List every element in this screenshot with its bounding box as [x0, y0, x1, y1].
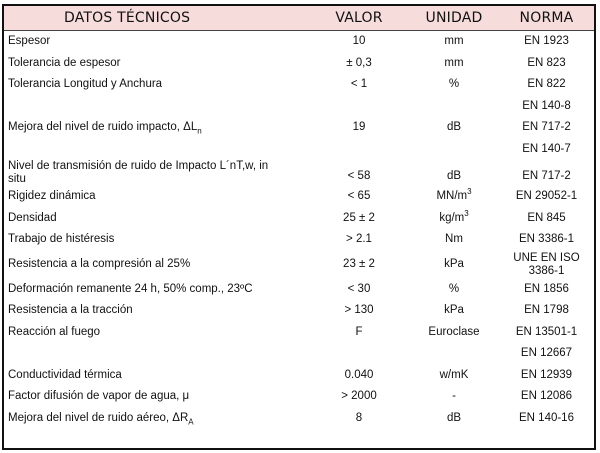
value-cell: < 1: [350, 78, 368, 91]
norm-cell: EN 822: [527, 78, 566, 91]
param-cell: Tolerancia Longitud y Anchura: [8, 78, 163, 91]
unit-cell: [409, 139, 499, 161]
header-norm: NORMA: [499, 6, 594, 31]
table-row: [4, 160, 594, 186]
norm-cell: EN 29052-1: [515, 190, 578, 203]
value-cell: > 2.1: [346, 233, 372, 246]
norm-cell: EN 1856: [524, 282, 569, 295]
header-unit: UNIDAD: [409, 6, 499, 31]
table-row: [4, 53, 594, 75]
norm-cell: EN 13501-1: [515, 325, 578, 338]
value-cell: > 2000: [341, 390, 377, 403]
table-row: [4, 408, 594, 430]
norm-cell: EN 717-2: [522, 121, 571, 134]
technical-data-table: [4, 6, 594, 429]
value-cell: 8: [355, 411, 363, 424]
unit-cell: %: [448, 78, 460, 91]
header-param: DATOS TÉCNICOS: [4, 6, 309, 31]
param-cell: [4, 96, 309, 118]
param-cell: Nivel de transmisión de ruido de Impacto L´nT,w, in situ: [8, 160, 269, 185]
value-cell: 25 ± 2: [343, 211, 375, 224]
value-cell: F: [355, 325, 363, 338]
param-cell: Densidad: [8, 211, 57, 224]
table-row: [4, 208, 594, 230]
table-row: [4, 343, 594, 365]
table-row: [4, 186, 594, 208]
param-cell: Resistencia a la compresión al 25%: [8, 258, 191, 270]
unit-cell: -: [452, 390, 456, 403]
param-subscript: A: [188, 417, 194, 427]
param-cell: [4, 343, 309, 365]
table-row: [4, 322, 594, 344]
param-cell: Rigidez dinámica: [8, 190, 96, 203]
table-row: [4, 117, 594, 139]
table-row: [4, 139, 594, 161]
norm-cell: EN 12667: [520, 347, 573, 360]
norm-cell: EN 140-7: [522, 142, 571, 155]
param-text: Mejora del nivel de ruido impacto, ΔL: [8, 121, 198, 134]
param-cell: Reacción al fuego: [8, 325, 101, 338]
param-cell: Tolerancia de espesor: [8, 56, 121, 69]
norm-cell: EN 3386-1: [519, 233, 574, 246]
technical-data-table-frame: [2, 4, 596, 450]
norm-cell: EN 12086: [520, 390, 573, 403]
value-cell: ± 0,3: [346, 56, 372, 69]
unit-cell: kPa: [444, 258, 464, 270]
value-cell: < 30: [347, 282, 371, 295]
param-text: Mejora del nivel de ruido aéreo, ΔR: [8, 411, 189, 424]
norm-cell: EN 845: [527, 211, 566, 224]
unit-cell: Euroclase: [428, 325, 480, 338]
norm-cell: UNE EN ISO 3386-1: [513, 251, 580, 277]
unit-text: kg/m: [439, 211, 465, 224]
unit-text: MN/m: [436, 190, 468, 203]
norm-cell: EN 12939: [520, 368, 573, 381]
unit-cell: [409, 186, 499, 208]
value-cell: [309, 343, 409, 365]
unit-cell: mm: [444, 56, 464, 69]
table-row: [4, 251, 594, 279]
table-row: [4, 279, 594, 301]
unit-superscript: 3: [464, 208, 469, 218]
param-cell: [4, 139, 309, 161]
value-cell: 19: [352, 121, 366, 134]
table-row: [4, 96, 594, 118]
table-row: [4, 300, 594, 322]
table-row: [4, 229, 594, 251]
header-row: [4, 6, 594, 31]
unit-cell: kPa: [444, 304, 464, 317]
unit-cell: [409, 96, 499, 118]
unit-cell: dB: [446, 121, 462, 134]
value-cell: > 130: [344, 304, 374, 317]
unit-cell: mm: [444, 35, 464, 48]
norm-cell: EN 140-8: [522, 99, 571, 112]
unit-cell: [409, 208, 499, 230]
param-subscript: n: [197, 126, 202, 136]
norm-cell: EN 1923: [524, 35, 569, 48]
value-cell: 10: [352, 35, 366, 48]
param-cell: Deformación remanente 24 h, 50% comp., 23ºC: [8, 282, 253, 295]
unit-cell: [409, 343, 499, 365]
unit-cell: w/mK: [439, 368, 469, 381]
norm-cell: EN 1798: [524, 304, 569, 317]
unit-superscript: 3: [467, 187, 472, 197]
norm-cell: EN 140-16: [519, 411, 574, 424]
table-row: [4, 365, 594, 387]
unit-cell: %: [448, 282, 460, 295]
value-cell: 0.040: [344, 368, 374, 381]
param-cell: Factor difusión de vapor de agua, μ: [8, 390, 190, 403]
table-row: [4, 386, 594, 408]
table-row: [4, 74, 594, 96]
param-cell: Conductividad térmica: [8, 368, 122, 381]
value-cell: 23 ± 2: [343, 258, 375, 270]
param-cell: Espesor: [8, 35, 51, 48]
norm-cell: EN 823: [527, 56, 566, 69]
value-cell: < 65: [347, 190, 371, 203]
param-cell: Trabajo de histéresis: [8, 233, 115, 246]
value-cell: [309, 96, 409, 118]
param-cell: Resistencia a la tracción: [8, 304, 133, 317]
unit-cell: Nm: [445, 233, 463, 246]
unit-cell: dB: [446, 170, 462, 182]
value-cell: [309, 139, 409, 161]
param-cell: [4, 408, 309, 430]
norm-cell: EN 717-2: [522, 170, 571, 182]
unit-cell: dB: [446, 411, 462, 424]
header-value: VALOR: [309, 6, 409, 31]
value-cell: < 58: [347, 170, 371, 182]
table-row: [4, 31, 594, 53]
param-cell: [4, 117, 309, 139]
